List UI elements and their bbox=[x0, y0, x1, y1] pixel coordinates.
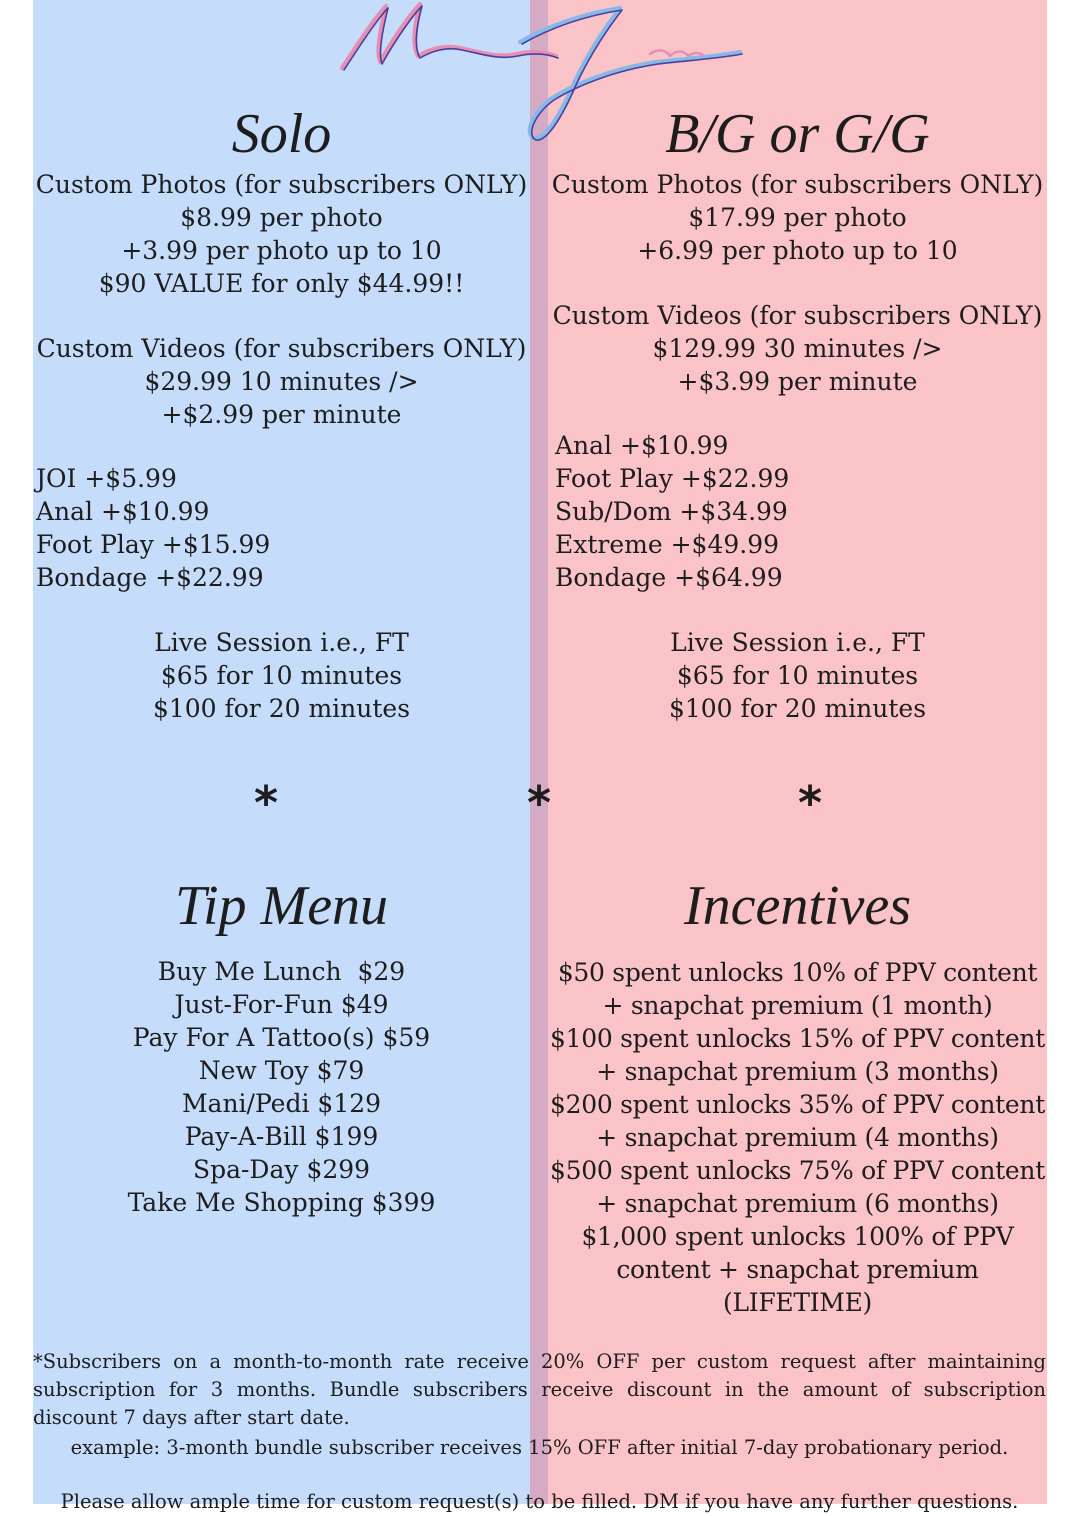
bg-addon-item: Extreme +$49.99 bbox=[555, 530, 780, 559]
tip-menu-item: Pay-A-Bill $199 bbox=[184, 1122, 379, 1151]
tip-menu-item: Spa-Day $299 bbox=[192, 1155, 371, 1184]
tip-menu-list bbox=[33, 955, 530, 1219]
incentive-line: $100 spent unlocks 15% of PPV content bbox=[550, 1024, 1045, 1053]
solo-videos-line: $29.99 10 minutes /> bbox=[144, 367, 419, 396]
incentives-title: Incentives bbox=[684, 875, 911, 937]
bg-addon-item: Bondage +$64.99 bbox=[555, 563, 783, 592]
bg-live-line: $100 for 20 minutes bbox=[668, 694, 927, 723]
tip-menu-item: New Toy $79 bbox=[198, 1056, 365, 1085]
divider-asterisk-right: * bbox=[797, 776, 823, 830]
incentive-line: $1,000 spent unlocks 100% of PPV bbox=[581, 1222, 1014, 1251]
tip-menu-item: Mani/Pedi $129 bbox=[181, 1089, 382, 1118]
footnote-example: example: 3-month bundle subscriber receives 15% OFF after initial 7-day probationary period. bbox=[70, 1436, 1009, 1459]
bg-addons-list bbox=[555, 429, 1035, 594]
tip-menu-item: Pay For A Tattoo(s) $59 bbox=[132, 1023, 431, 1052]
bg-photos-block bbox=[548, 168, 1047, 267]
bg-photos-line: Custom Photos (for subscribers ONLY) bbox=[551, 170, 1044, 199]
solo-videos-line: +$2.99 per minute bbox=[161, 400, 402, 429]
incentive-line: $500 spent unlocks 75% of PPV content bbox=[550, 1156, 1045, 1185]
incentive-line: + snapchat premium (1 month) bbox=[602, 991, 993, 1020]
tip-menu-item: Take Me Shopping $399 bbox=[127, 1188, 436, 1217]
solo-addon-item: Bondage +$22.99 bbox=[36, 563, 264, 592]
solo-photos-line: $90 VALUE for only $44.99!! bbox=[98, 269, 465, 298]
solo-addons-list bbox=[36, 462, 516, 594]
divider-asterisk-center: * bbox=[526, 776, 552, 830]
bg-videos-line: $129.99 30 minutes /> bbox=[652, 334, 943, 363]
solo-live-block bbox=[33, 626, 530, 725]
bg-addon-item: Foot Play +$22.99 bbox=[555, 464, 790, 493]
tip-menu-title: Tip Menu bbox=[174, 875, 389, 937]
incentive-line: + snapchat premium (3 months) bbox=[596, 1057, 999, 1086]
solo-videos-block bbox=[33, 332, 530, 431]
solo-title: Solo bbox=[231, 103, 332, 165]
bg-live-line: $65 for 10 minutes bbox=[676, 661, 919, 690]
solo-videos-line: Custom Videos (for subscribers ONLY) bbox=[36, 334, 527, 363]
bg-addon-item: Sub/Dom +$34.99 bbox=[555, 497, 788, 526]
bg-title: B/G or G/G bbox=[665, 103, 930, 165]
center-divider-strip bbox=[530, 0, 548, 1504]
bg-addon-item: Anal +$10.99 bbox=[555, 431, 729, 460]
solo-photos-line: $8.99 per photo bbox=[180, 203, 383, 232]
incentive-line: + snapchat premium (4 months) bbox=[596, 1123, 999, 1152]
solo-photos-line: +3.99 per photo up to 10 bbox=[121, 236, 442, 265]
footnote-cut-line: Please allow ample time for custom request(s) to be filled. DM if you have any further questions. bbox=[60, 1490, 1019, 1513]
incentive-line: (LIFETIME) bbox=[723, 1288, 872, 1317]
tip-menu-item: Buy Me Lunch $29 bbox=[157, 957, 406, 986]
solo-addon-item: Anal +$10.99 bbox=[36, 497, 210, 526]
incentives-list bbox=[548, 956, 1047, 1319]
bg-photos-line: +6.99 per photo up to 10 bbox=[637, 236, 958, 265]
bg-live-block bbox=[548, 626, 1047, 725]
footnote-paragraph-end: discount 7 days after start date. bbox=[33, 1406, 350, 1429]
incentive-line: content + snapchat premium bbox=[616, 1255, 979, 1284]
incentive-line: $200 spent unlocks 35% of PPV content bbox=[550, 1090, 1045, 1119]
solo-addon-item: Foot Play +$15.99 bbox=[36, 530, 271, 559]
tip-menu-item: Just-For-Fun $49 bbox=[174, 990, 389, 1019]
bg-live-line: Live Session i.e., FT bbox=[670, 628, 925, 657]
incentive-line: + snapchat premium (6 months) bbox=[596, 1189, 999, 1218]
bg-videos-line: +$3.99 per minute bbox=[677, 367, 918, 396]
bg-photos-line: $17.99 per photo bbox=[688, 203, 907, 232]
solo-photos-line: Custom Photos (for subscribers ONLY) bbox=[35, 170, 528, 199]
bg-videos-line: Custom Videos (for subscribers ONLY) bbox=[552, 301, 1043, 330]
incentive-line: $50 spent unlocks 10% of PPV content bbox=[557, 958, 1038, 987]
solo-live-line: Live Session i.e., FT bbox=[154, 628, 409, 657]
solo-live-line: $100 for 20 minutes bbox=[152, 694, 411, 723]
solo-photos-block bbox=[33, 168, 530, 300]
footnote-paragraph: *Subscribers on a month-to-month rate receive 20% OFF per custom request after maintaining subscription for 3 months. Bundle subscribers receive discount in the amount of subscription bbox=[33, 1350, 1046, 1401]
bg-videos-block bbox=[548, 299, 1047, 398]
solo-live-line: $65 for 10 minutes bbox=[160, 661, 403, 690]
solo-addon-item: JOI +$5.99 bbox=[36, 464, 177, 493]
divider-asterisk-left: * bbox=[253, 776, 279, 830]
